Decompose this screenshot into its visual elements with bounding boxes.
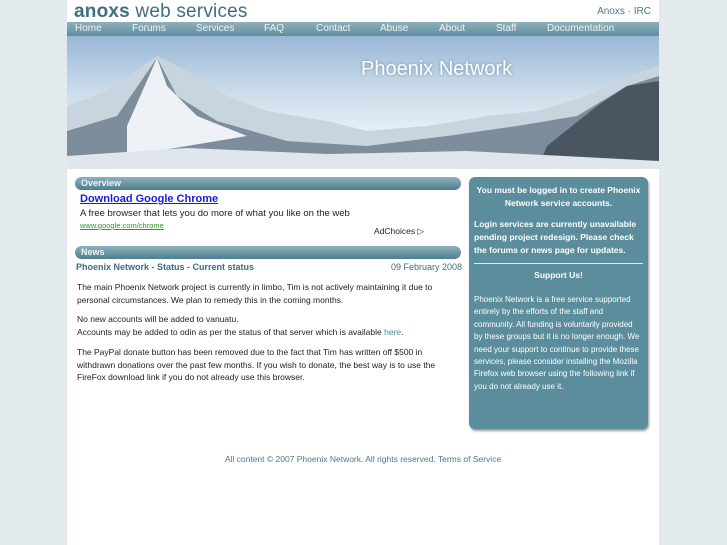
ad-url-link[interactable]: www.google.com/chrome: [80, 221, 164, 230]
login-notice: You must be logged in to create Phoenix Network service accounts.: [476, 185, 641, 208]
here-link[interactable]: here: [384, 326, 402, 337]
news-date: 09 February 2008: [391, 262, 463, 272]
news-line: No new accounts will be added to vanuatu.: [77, 314, 239, 324]
nav-services[interactable]: Services: [196, 23, 235, 34]
nav-faq[interactable]: FAQ: [264, 23, 285, 34]
support-heading: Support Us!: [534, 270, 583, 280]
news-paragraph-3: The PayPal donate button has been removed due to the fact that Tim has written off $500 in withdrawn donations over the past few months. If you wish to donate, the best way is to use the FireFox download link if you do not already use this browser.: [77, 347, 436, 382]
nav-contact[interactable]: Contact: [316, 23, 351, 34]
link-anoxs[interactable]: Anoxs: [597, 6, 625, 17]
logo-rest: web services: [129, 1, 248, 22]
link-irc[interactable]: IRC: [633, 6, 651, 17]
mountains-illustration: [67, 36, 659, 169]
adchoices-label: AdChoices: [374, 226, 416, 236]
support-text: Phoenix Network is a free service supported entirely by the efforts of the staff and community. All funding is voluntarily provided by these groups but it is no longer enough. We need your support to continue to provide these services, please consider installing the Mozilla Firefox web browser using the following link if you do not already use it.: [474, 295, 640, 391]
overview-heading: Overview: [75, 177, 461, 190]
copyright: All content © 2007 Phoenix Network. All rights reserved.: [224, 454, 438, 464]
banner-image: [67, 36, 659, 169]
adchoices-icon: ▷: [417, 226, 425, 236]
nav-home[interactable]: Home: [75, 23, 102, 34]
nav-documentation[interactable]: Documentation: [547, 23, 615, 34]
news-paragraph-2: [77, 313, 462, 338]
news-text: Accounts may be added to odin as per the status of that server which is available: [77, 326, 385, 337]
nav-staff[interactable]: Staff: [496, 23, 517, 34]
logo-bold: anoxs: [74, 1, 130, 22]
news-title[interactable]: Phoenix Network - Status - Current status: [76, 262, 255, 272]
nav-abuse[interactable]: Abuse: [380, 23, 409, 34]
divider: [474, 263, 643, 264]
ad-description: A free browser that lets you do more of what you like on the web: [80, 208, 350, 219]
news-paragraph-1: The main Phoenix Network project is currently in limbo, Tim is not actively maintaining it due to personal circumstances. We plan to remedy this in the coming months.: [77, 282, 433, 305]
adchoices-button[interactable]: [374, 226, 424, 237]
news-line: Accounts may be added to odin as per the status of that server which is available here.: [77, 326, 404, 337]
banner-title: Phoenix Network: [361, 58, 513, 80]
news-heading: News: [75, 246, 461, 259]
page: [67, 0, 659, 545]
sidebar-panel: [469, 177, 648, 429]
footer: [67, 454, 659, 464]
main-nav: [67, 22, 659, 36]
top-links: [597, 6, 651, 17]
terms-link[interactable]: Terms of Service: [437, 454, 502, 464]
nav-forums[interactable]: Forums: [132, 23, 166, 34]
site-logo[interactable]: [74, 1, 248, 23]
unavailable-notice: Login services are currently unavailable pending project redesign. Please check the forums or news page for updates.: [474, 219, 637, 255]
ad-title-link[interactable]: Download Google Chrome: [80, 193, 219, 205]
separator: ·: [624, 6, 634, 17]
nav-about[interactable]: About: [439, 23, 466, 34]
